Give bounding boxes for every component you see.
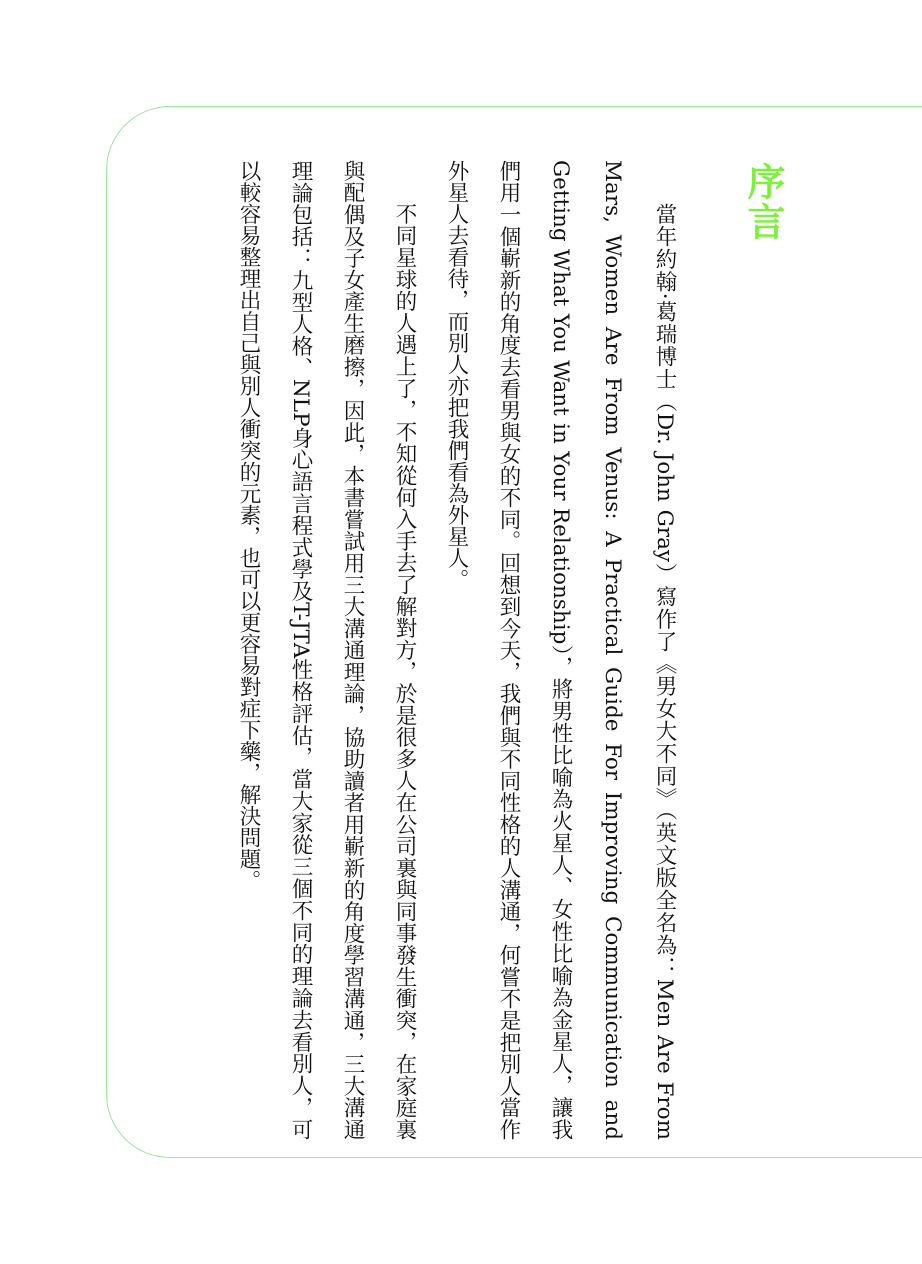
page-title: 序言 (741, 162, 785, 242)
preface-body (200, 160, 690, 1140)
preface-paragraph-1: 當年約翰·葛瑞博士（Dr. John Gray）寫作了《男女大不同》（英文版全名為：Men Are From Mars, Women Are From Venus: A Practical Guide For Improving Communication and Getting What You Want in Your Relationship），將男性比喻為火星人、女性比喻為金星人，讓我們用一個嶄新的角度去看男與女的不同。回想到今天，我們與不同性格的人溝通，何嘗不是把別人當作外星人去看待，而別人亦把我們看為外星人。 (444, 160, 677, 1140)
preface-paragraph-2: 不同星球的人遇上了，不知從何入手去了解對方，於是很多人在公司裏與同事發生衝突，在家庭裏與配偶及子女產生磨擦，因此，本書嘗試用三大溝通理論，協助讀者用嶄新的角度學習溝通，三大溝通理論包括：九型人格、NLP身心語言程式學及T-JTA性格評估，當大家從三個不同的理論去看別人，可以較容易整理出自己與別人衝突的元素，也可以更容易對症下藥，解決問題。 (236, 160, 417, 1140)
